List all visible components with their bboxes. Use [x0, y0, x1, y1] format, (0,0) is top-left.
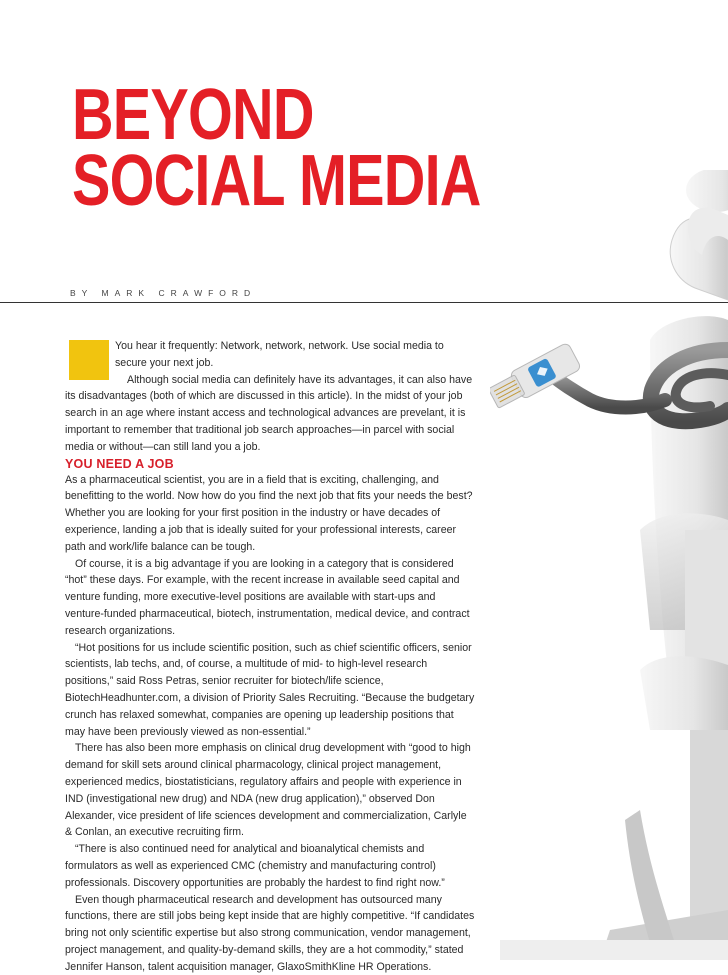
network-cable-figure-icon [490, 170, 728, 960]
body-paragraph: As a pharmaceutical scientist, you are in a field that is exciting, challenging, and benefitting to the world. Now how do you find the next job that fits your needs the best? Whether you are looking for your first position in the industry or have decades of experience, landing a job that is ideally suited for your professional interests, career path and work/life balance can be tough. [65, 472, 475, 556]
byline: BY MARK CRAWFORD [70, 288, 256, 298]
body-paragraph: Of course, it is a big advantage if you are looking in a category that is considered “hot” these days. For example, with the recent increase in available seed capital and venture funding, more executive-level positions are available with start-ups and venture-funded pharmaceutical, biotech, instrumentation, medical device, and contract research organizations. [65, 556, 475, 640]
body-paragraph: “There is also continued need for analytical and bioanalytical chemists and formulators as well as experienced CMC (chemistry and manufacturing control) professionals. Discovery opportunities are probably the hardest to find right now.” [65, 841, 475, 891]
body-paragraph: Even though pharmaceutical research and development has outsourced many functions, there are still jobs being kept inside that are highly competitive. “If candidates bring not only scientific expertise but also strong communication, vendor management, project management, and quality-by-demand skills, they are a hot commodity,” stated Jennifer Hanson, talent acquisition manager, GlaxoSmithKline HR Operations. [65, 892, 475, 975]
section-heading: YOU NEED A JOB [65, 456, 475, 472]
headline-line-2: SOCIAL MEDIA [72, 148, 481, 214]
body-paragraph: There has also been more emphasis on clinical drug development with “good to high demand for skill sets around clinical pharmacology, clinical project management, experienced medics, biostatisticians, regulatory affairs and people with experience in IND (investigational new drug) and NDA (new drug application),” observed Don Alexander, vice president of life sciences development and commercialization, Carlyle & Conlan, an executive recruiting firm. [65, 740, 475, 841]
lead-paragraph: You hear it frequently: Network, network, network. Use social media to secure your next job. [65, 338, 475, 372]
article-body [65, 338, 475, 975]
intro-paragraph: Although social media can definitely have its advantages, it can also have its disadvantages (both of which are discussed in this article). In the midst of your job search in an age where instant access and technological advances are prevelant, it is important to remember that traditional job search approaches—in parcel with social media or without—can still land you a job. [65, 372, 475, 456]
headline [72, 82, 481, 214]
headline-line-1: BEYOND [72, 82, 481, 148]
body-paragraph: “Hot positions for us include scientific position, such as chief scientific officers, senior scientists, lab techs, and, of course, a multitude of mid- to high-level research positions,” said Ross Petras, senior recruiter for biotech/life science, BiotechHeadhunter.com, a division of Priority Sales Recruiting. “Because the budgetary crunch has relaxed somewhat, companies are opening up leadership positions that may have been previously viewed as non-essential.” [65, 640, 475, 741]
